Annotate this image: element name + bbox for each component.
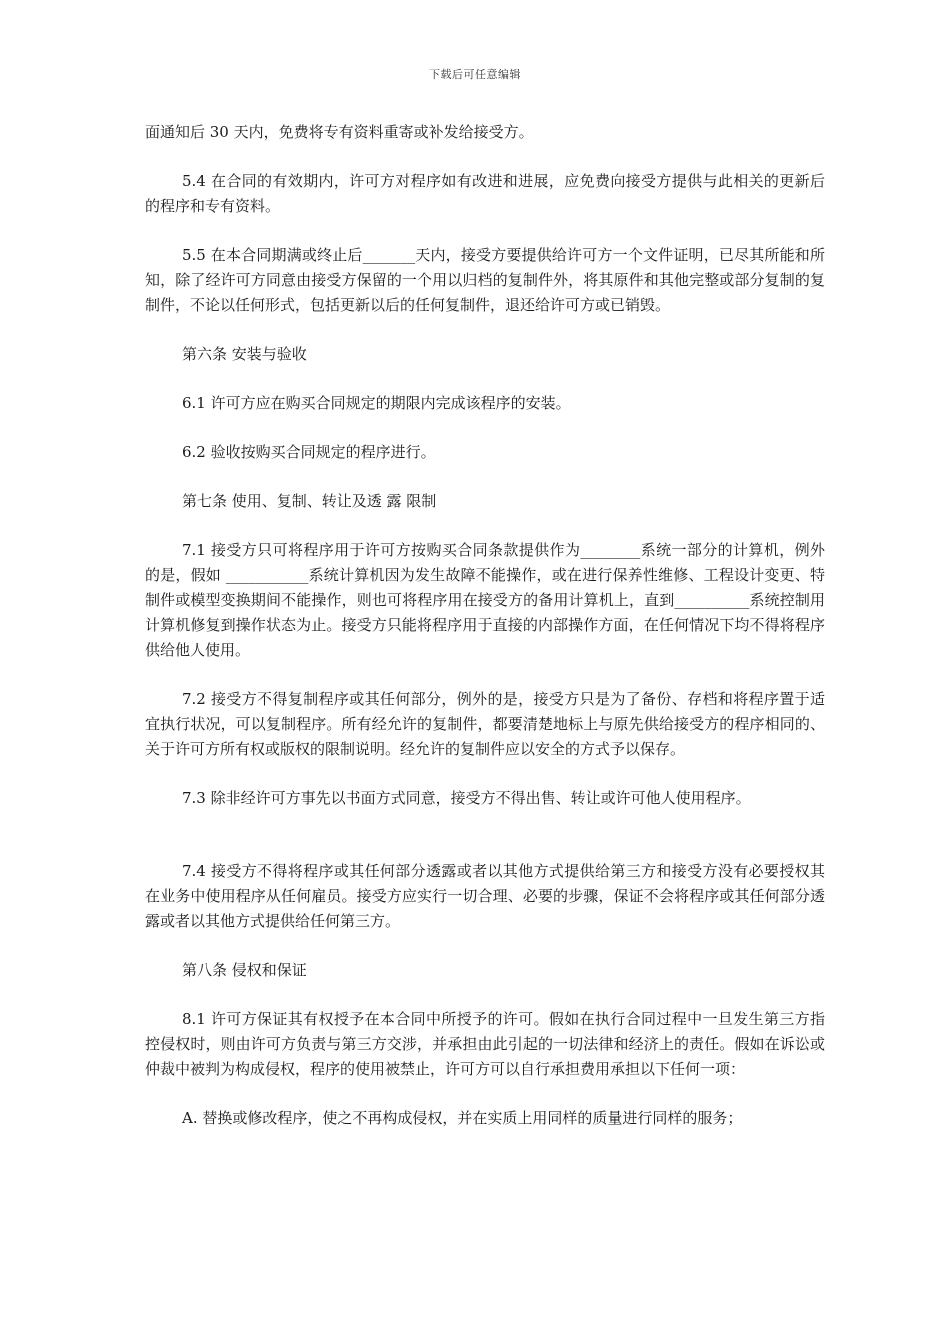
paragraph-5-5: 5.5 在本合同期满或终止后_______天内，接受方要提供给许可方一个文件证明，已尽其所能和所知，除了经许可方同意由接受方保留的一个用以归档的复制件外，将其原件和其他完整或部分复制的复制件，不论以任何形式，包括更新以后的任何复制件，退还给许可方或已销毁。 [145, 246, 825, 314]
article-8-heading: 第八条 侵权和保证 [182, 961, 307, 979]
document-body [145, 120, 825, 1155]
paragraph-7-3: 7.3 除非经许可方事先以书面方式同意，接受方不得出售、转让或许可他人使用程序。 [182, 789, 751, 807]
paragraph-7-1: 7.1 接受方只可将程序用于许可方按购买合同条款提供作为________系统一部分的计算机，例外的是，假如 ___________系统计算机因为发生故障不能操作，或在进行保养性维修、工程设计变更、特制件或模型变换期间不能操作，则也可将程序用在接受方的备用计算机上，直到__________系统控制用计算机修复到操作状态为止。接受方只能将程序用于直接的内部操作方面，在任何情况下均不得将程序供给他人使用。 [145, 541, 825, 659]
page-header: 下载后可任意编辑 [429, 68, 521, 81]
article-7-heading: 第七条 使用、复制、转让及透 露 限制 [182, 492, 437, 510]
paragraph-8-1: 8.1 许可方保证其有权授予在本合同中所授予的许可。假如在执行合同过程中一旦发生第三方指控侵权时，则由许可方负责与第三方交涉，并承担由此引起的一切法律和经济上的责任。假如在诉讼或仲裁中被判为构成侵权，程序的使用被禁止，许可方可以自行承担费用承担以下任何一项： [145, 1010, 825, 1078]
paragraph-5-3-continued: 面通知后 30 天内，免费将专有资料重寄或补发给接受方。 [145, 123, 534, 141]
paragraph-6-1: 6.1 许可方应在购买合同规定的期限内完成该程序的安装。 [182, 394, 571, 412]
paragraph-7-4: 7.4 接受方不得将程序或其任何部分透露或者以其他方式提供给第三方和接受方没有必要授权其在业务中使用程序从任何雇员。接受方应实行一切合理、必要的步骤，保证不会将程序或其任何部分透露或者以其他方式提供给任何第三方。 [145, 862, 825, 930]
article-6-heading: 第六条 安装与验收 [182, 345, 307, 363]
paragraph-7-2: 7.2 接受方不得复制程序或其任何部分，例外的是，接受方只是为了备份、存档和将程序置于适宜执行状况，可以复制程序。所有经允许的复制件，都要清楚地标上与原先供给接受方的程序相同的、关于许可方所有权或版权的限制说明。经允许的复制件应以安全的方式予以保存。 [145, 690, 825, 758]
paragraph-8-1-a: A. 替换或修改程序，使之不再构成侵权，并在实质上用同样的质量进行同样的服务； [182, 1109, 743, 1127]
paragraph-5-4: 5.4 在合同的有效期内，许可方对程序如有改进和进展，应免费向接受方提供与此相关的更新后的程序和专有资料。 [145, 172, 825, 215]
paragraph-6-2: 6.2 验收按购买合同规定的程序进行。 [182, 443, 436, 461]
